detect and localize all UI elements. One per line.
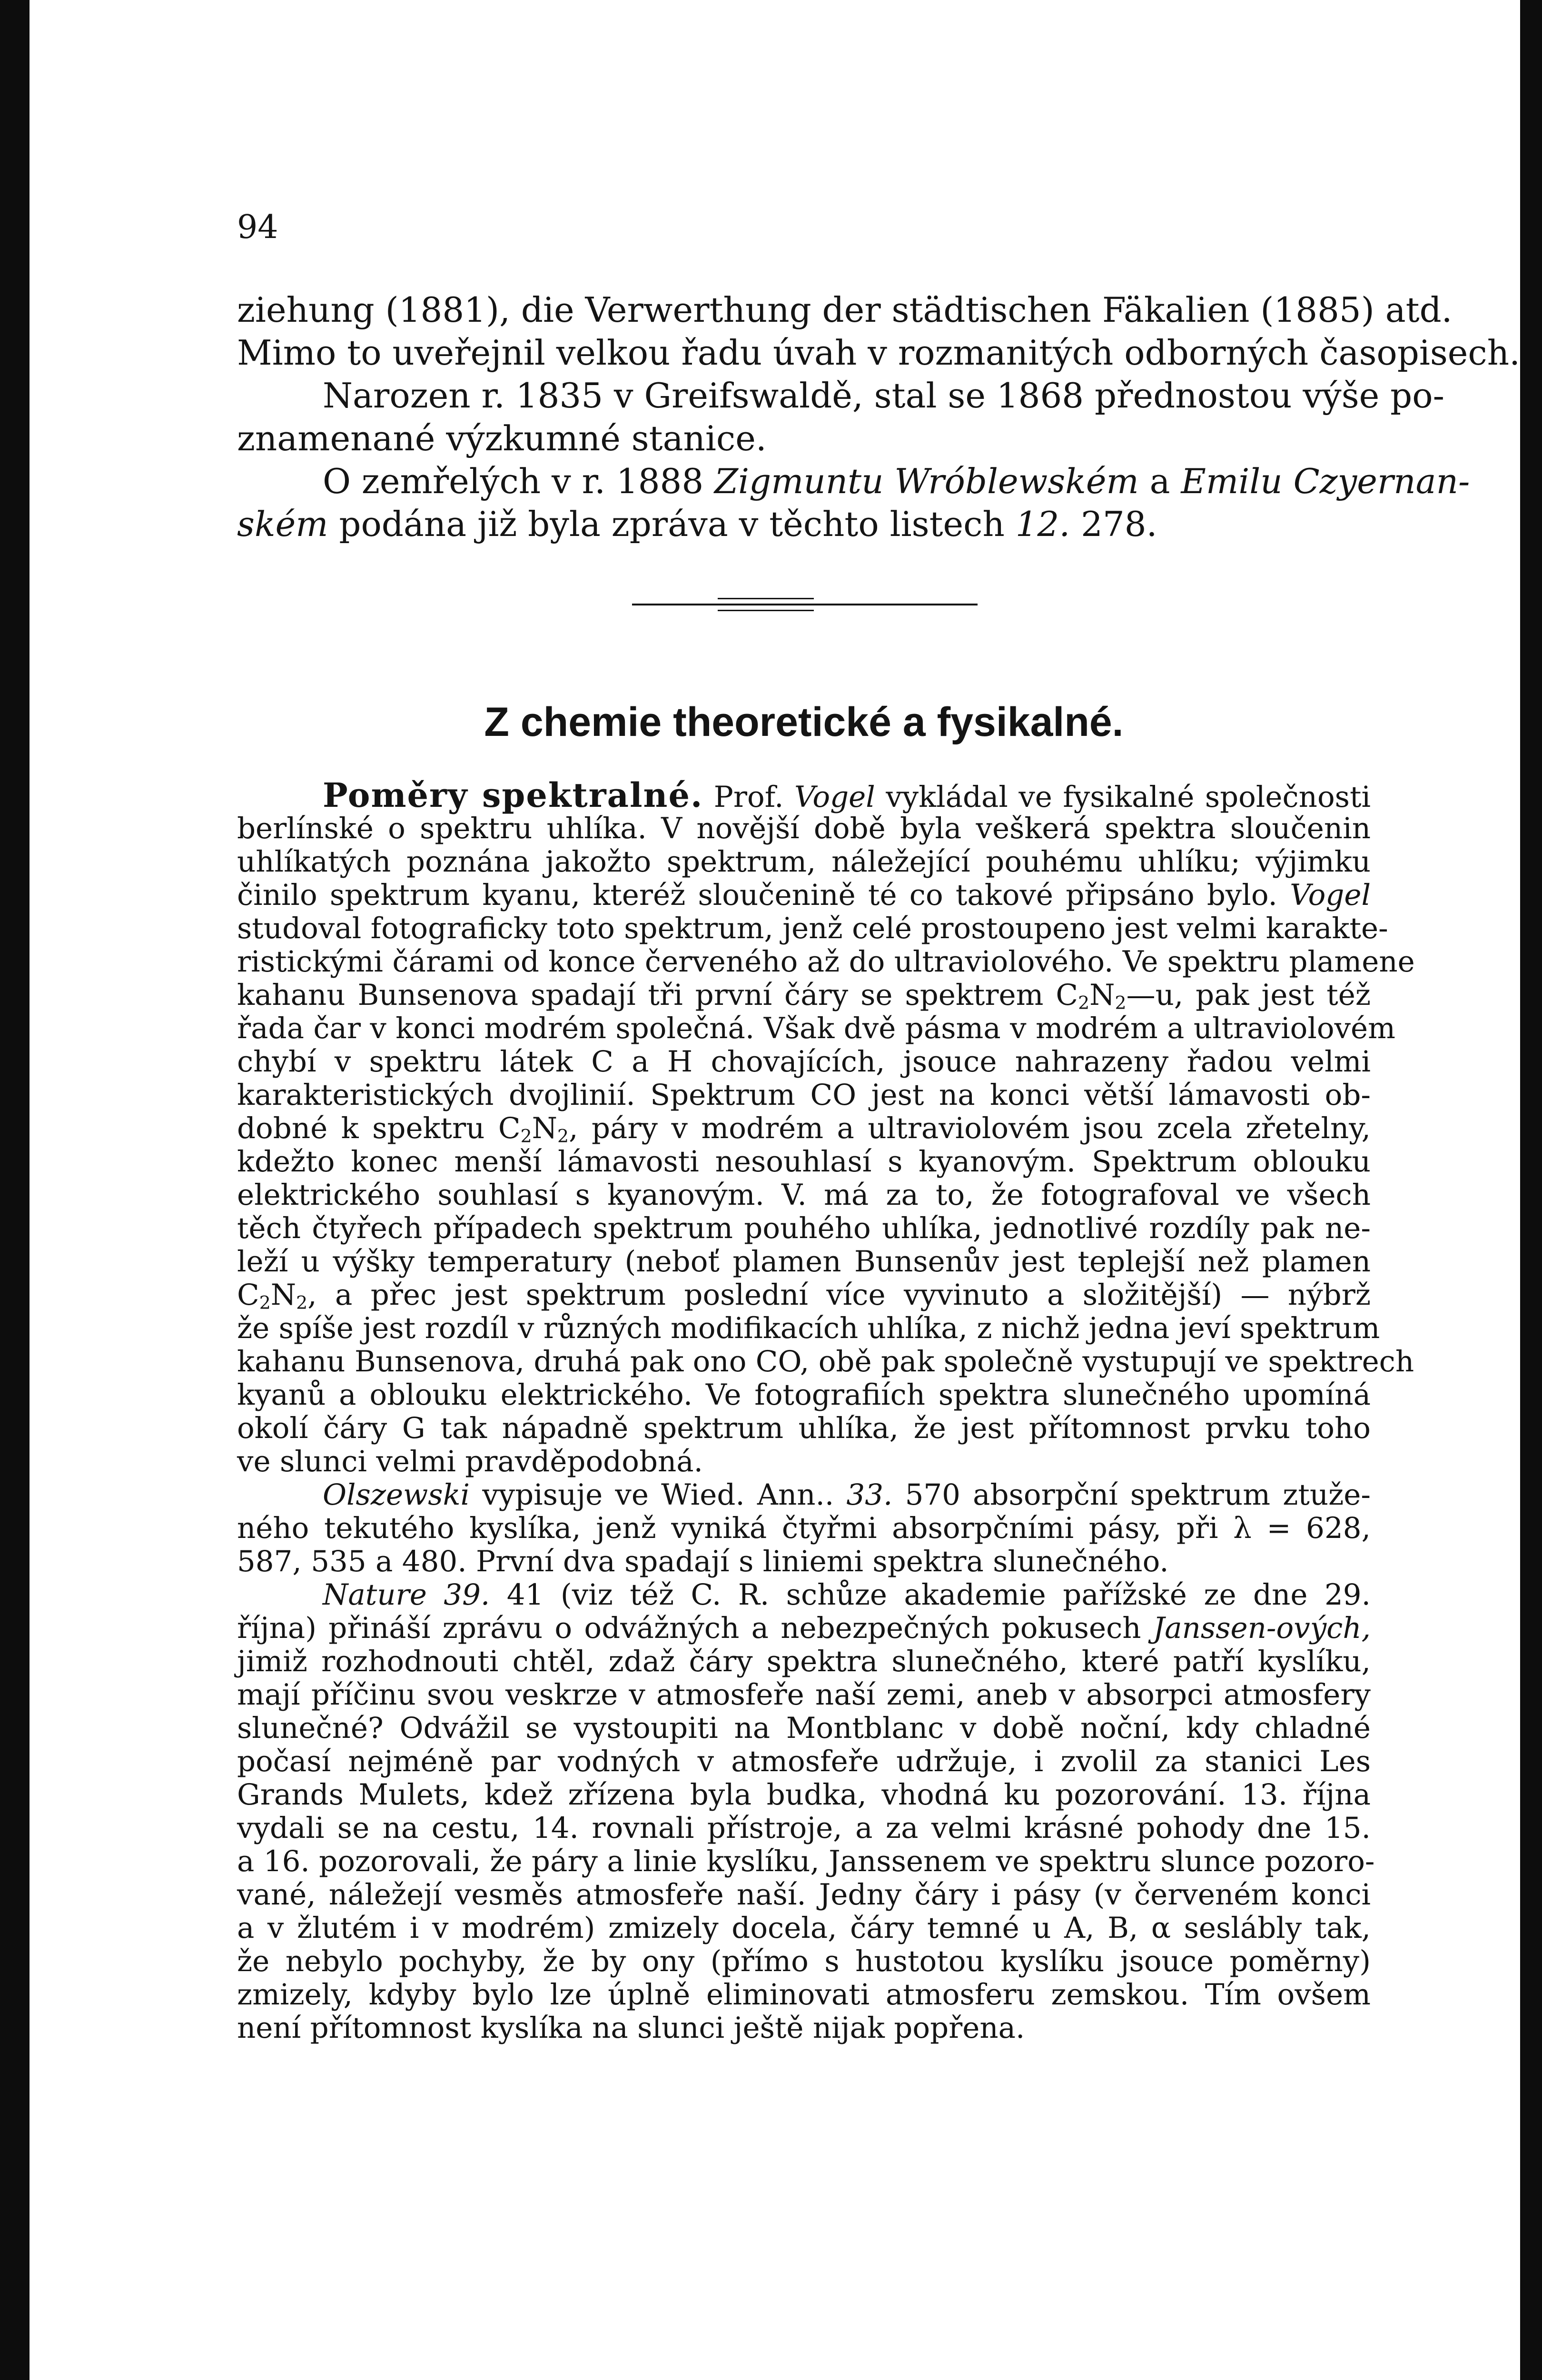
text-line: ském podána již byla zpráva v těchto listech 12. 278.: [237, 504, 1157, 544]
text-line: jimiž rozhodnouti chtěl, zdaž čáry spektra slunečného, které patří kyslíku,: [237, 1645, 1371, 1678]
text-line: dobné k spektru $C_2N_2$, páry v modrém a ultraviolovém jsou zcela zřetelny,: [237, 1111, 1371, 1147]
text-line: berlínské o spektru uhlíka. V novější době byla veškerá spektra sloučenin: [237, 812, 1371, 845]
text-line: Olszewski vypisuje ve Wied. Ann.. 33. 570 absorpční spektrum ztuže-: [323, 1478, 1371, 1512]
text-line: leží u výšky temperatury (neboť plamen Bunsenův jest teplejší než plamen: [237, 1245, 1371, 1279]
text-line: Nature 39. 41 (viz též C. R. schůze akademie pařížské ze dne 29.: [323, 1578, 1371, 1612]
text-line: studoval fotograficky toto spektrum, jenž celé prostoupeno jest velmi karakte-: [237, 912, 1388, 945]
text-line: zmizely, kdyby bylo lze úplně eliminovati atmosferu zemskou. Tím ovšem: [237, 1978, 1371, 2012]
text-line: ristickými čárami od konce červeného až do ultraviolového. Ve spektru plamene: [237, 945, 1415, 979]
text-line: elektrického souhlasí s kyanovým. V. má za to, že fotografoval ve všech: [237, 1178, 1371, 1212]
text-line: okolí čáry G tak nápadně spektrum uhlíka, že jest přítomnost prvku toho: [237, 1411, 1371, 1445]
text-line: počasí nejméně par vodných v atmosfeře udržuje, i zvolil za stanici Les: [237, 1745, 1371, 1778]
text-line: kahanu Bunsenova spadají tři první čáry se spektrem $C_2N_2—u$, pak jest též: [237, 978, 1371, 1013]
text-line: Grands Mulets, kdež zřízena byla budka, vhodná ku pozorování. 13. října: [237, 1778, 1371, 1812]
text-line: ziehung (1881), die Verwerthung der städtischen Fäkalien (1885) atd.: [237, 290, 1453, 330]
ornament-rule: [632, 604, 978, 605]
text-line: a v žlutém i v modrém) zmizely docela, čáry temné u A, B, α seslábly tak,: [237, 1911, 1371, 1945]
text-line: kahanu Bunsenova, druhá pak ono CO, obě pak společně vystupují ve spektrech: [237, 1345, 1414, 1378]
text-line: řada čar v konci modrém společná. Však dvě pásma v modrém a ultraviolovém: [237, 1012, 1395, 1045]
body-text: [237, 775, 1415, 2045]
text-line: znamenané výzkumné stanice.: [237, 418, 767, 458]
text-line: $C_2N_2$, a přec jest spektrum poslední více vyvinuto a složitější) — nýbrž: [237, 1278, 1371, 1313]
text-line: těch čtyřech případech spektrum pouhého uhlíka, jednotlivé rozdíly pak ne-: [237, 1211, 1371, 1245]
volume-ref: 12.: [1015, 504, 1070, 544]
ornament-rule: [718, 610, 814, 611]
text-line: mají příčinu svou veskrze v atmosfeře naší zemi, aneb v absorpci atmosfery: [237, 1678, 1371, 1712]
person-name: Zigmuntu Wróblewském: [714, 461, 1139, 501]
text-line: vané, náležejí vesměs atmosfeře naší. Jedny čáry i pásy (v červeném konci: [237, 1878, 1371, 1912]
text-line: slunečné? Odvážil se vystoupiti na Montblanc v době noční, kdy chladné: [237, 1711, 1371, 1745]
scan-border-right: [1520, 0, 1542, 2380]
text-line: Poměry spektralné. Prof. Vogel vykládal ve fysikalné společnosti: [323, 775, 1371, 815]
text-line: kdežto konec menší lámavosti nesouhlasí s kyanovým. Spektrum oblouku: [237, 1145, 1371, 1179]
text-line: činilo spektrum kyanu, kteréž sloučenině té co takové připsáno bylo. Vogel: [237, 878, 1371, 912]
text-line: vydali se na cestu, 14. rovnali přístroje, a za velmi krásné pohody dne 15.: [237, 1811, 1371, 1845]
text-line: že spíše jest rozdíl v různých modifikacích uhlíka, z nichž jedna jeví spektrum: [237, 1311, 1380, 1345]
text-line: října) přináší zprávu o odvážných a nebezpečných pokusech Janssen-ových,: [237, 1611, 1371, 1645]
text-line: Narozen r. 1835 v Greifswaldě, stal se 1868 přednostou výše po-: [323, 376, 1444, 416]
person-name: Olszewski: [323, 1478, 470, 1512]
section-lead: Poměry spektralné.: [323, 775, 703, 815]
page-number: 94: [237, 208, 278, 246]
text-line: ného tekutého kyslíka, jenž vyniká čtyřmi absorpčními pásy, při λ = 628,: [237, 1511, 1371, 1545]
text-line: a 16. pozorovali, že páry a linie kyslíku, Janssenem ve spektru slunce pozoro-: [237, 1844, 1375, 1878]
text-line: 587, 535 a 480. První dva spadají s liniemi spektra slunečného.: [237, 1545, 1169, 1578]
journal-name: Nature: [323, 1578, 427, 1612]
text-line: není přítomnost kyslíka na slunci ještě nijak popřena.: [237, 2011, 1025, 2045]
ornament-rule: [718, 598, 814, 599]
text-line: ve slunci velmi pravděpodobná.: [237, 1445, 703, 1478]
text-line: O zemřelých v r. 1888 Zigmuntu Wróblewském a Emilu Czyernan-: [323, 461, 1470, 501]
text-line: chybí v spektru látek C a H chovajících, jsouce nahrazeny řadou velmi: [237, 1045, 1371, 1079]
section-heading: Z chemie theoretické a fysikalné.: [484, 699, 1124, 745]
text-line: Mimo to uveřejnil velkou řadu úvah v rozmanitých odborných časopisech.: [237, 333, 1520, 373]
text-line: uhlíkatých poznána jakožto spektrum, náležející pouhému uhlíku; výjimku: [237, 845, 1371, 879]
top-paragraphs: [237, 288, 1520, 545]
text-line: karakteristických dvojlinií. Spektrum CO jest na konci větší lámavosti ob-: [237, 1078, 1371, 1112]
text-line: kyanů a oblouku elektrického. Ve fotografiích spektra slunečného upomíná: [237, 1378, 1371, 1412]
text-line: že nebylo pochyby, že by ony (přímo s hustotou kyslíku jsouce poměrny): [237, 1944, 1371, 1978]
scan-border-left: [0, 0, 30, 2380]
person-name: Emilu Czyernan-: [1181, 461, 1470, 501]
